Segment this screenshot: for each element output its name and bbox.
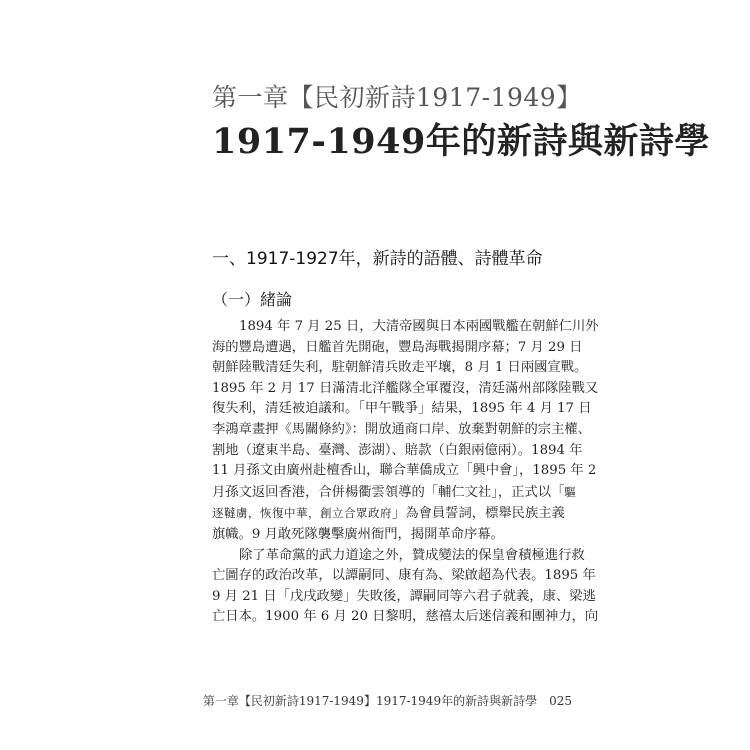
paragraph-2: [212, 546, 599, 628]
text-line: 朝鮮陸戰清廷失利，駐朝鮮清兵敗走平壤，8 月 1 日兩國宣戰。: [212, 360, 588, 376]
paragraph-1: [212, 317, 599, 546]
oath-text: 逐韃虜，恢復中華，創立合眾政府: [212, 506, 392, 521]
text-line: 旗幟。9 月敢死隊襲擊廣州衙門，揭開革命序幕。: [212, 526, 504, 542]
text-line: [212, 482, 577, 504]
page-number: 025: [549, 694, 572, 708]
text-line: 1894 年 7 月 25 日，大清帝國與日本兩國戰艦在朝鮮仁川外: [239, 319, 599, 334]
text-line: [212, 503, 574, 525]
chapter-title: 1917-1949年的新詩與新詩學: [212, 121, 710, 162]
section-heading: 一、1917-1927年，新詩的語體、詩體革命: [212, 249, 543, 269]
subsection-heading: （一）緒論: [212, 290, 293, 309]
text-line: 除了革命黨的武力道途之外，贊成變法的保皇會積極進行救: [239, 547, 585, 563]
text-line: 1895 年 2 月 17 日滿清北洋艦隊全軍覆沒，清廷滿州部隊陸戰又: [212, 380, 599, 396]
text-line: 9 月 21 日「戊戌政變」失敗後，譚嗣同等六君子就義，康、梁逃: [212, 588, 596, 604]
text-fragment: 月孫文返回香港，合併楊衢雲領導的「輔仁文社」，正式以「: [212, 484, 565, 500]
text-line: 李鴻章畫押《馬關條約》：開放通商口岸、放棄對朝鮮的宗主權、: [212, 421, 591, 437]
text-line: 海的豐島遭遇，日艦首先開砲，豐島海戰揭開序幕；7 月 29 日: [212, 339, 583, 355]
text-line: 亡日本。1900 年 6 月 20 日黎明，慈禧太后迷信義和團神力，向: [212, 609, 599, 625]
text-line: 11 月孫文由廣州赴檀香山，聯合華僑成立「興中會」，1895 年 2: [212, 463, 597, 479]
chapter-subtitle: 第一章【民初新詩1917-1949】: [212, 83, 582, 112]
text-line: 復失利，清廷被迫議和。「甲午戰爭」結果，1895 年 4 月 17 日: [212, 401, 592, 417]
body-text: [212, 317, 599, 628]
text-fragment: 」為會員誓詞，標舉民族主義: [392, 506, 565, 522]
running-head: 第一章【民初新詩1917-1949】1917-1949年的新詩與新詩學: [202, 694, 538, 708]
text-line: 亡圖存的政治改革，以譚嗣同、康有為、梁啟超為代表。1895 年: [212, 568, 596, 584]
oath-text: 驅: [564, 484, 577, 499]
text-line: 割地（遼東半島、臺灣、澎湖）、賠款（白銀兩億兩）。1894 年: [212, 442, 583, 458]
page-footer: [203, 692, 572, 709]
